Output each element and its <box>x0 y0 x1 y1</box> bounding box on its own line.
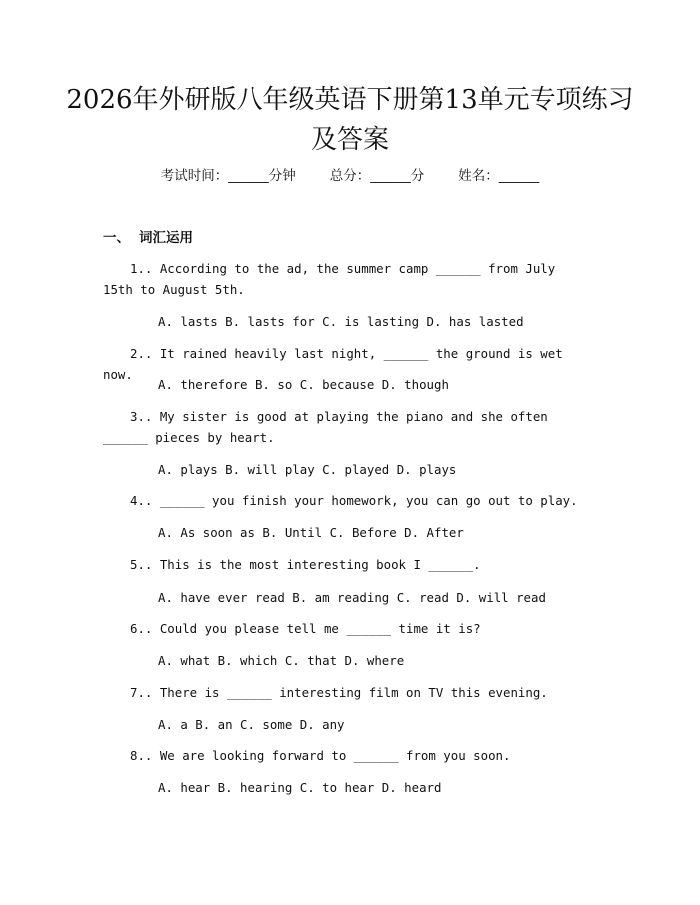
section-title: 词汇运用 <box>139 230 193 246</box>
question-stem-4: 4.. ______ you finish your homework, you can go out to play. <box>130 493 578 508</box>
question-stem-7: 7.. There is ______ interesting film on TV this evening. <box>130 685 548 700</box>
question-stem-5: 5.. This is the most interesting book I ______. <box>130 557 481 572</box>
question-stem-8: 8.. We are looking forward to ______ from you soon. <box>130 748 511 763</box>
total-score-label: 总分：______分 <box>329 168 425 184</box>
question-stem-2: 2.. It rained heavily last night, ______ the ground is wet now. <box>103 346 563 382</box>
question-options-4: A. As soon as B. Until C. Before D. After <box>158 525 464 540</box>
student-name-label: 姓名：______ <box>458 168 540 184</box>
question-options-3: A. plays B. will play C. played D. plays <box>158 462 457 477</box>
exam-info-line <box>0 166 700 186</box>
section-number: 一、 <box>103 230 130 246</box>
question-stem-6: 6.. Could you please tell me ______ time it is? <box>130 621 481 636</box>
document-title: 2026年外研版八年级英语下册第13单元专项练习及答案 <box>66 85 634 155</box>
question-stem-1: 1.. According to the ad, the summer camp ______ from July 15th to August 5th. <box>103 261 556 297</box>
question-options-7: A. a B. an C. some D. any <box>158 717 345 732</box>
question-options-8: A. hear B. hearing C. to hear D. heard <box>158 780 442 795</box>
question-options-6: A. what B. which C. that D. where <box>158 653 405 668</box>
exam-time-label: 考试时间：______分钟 <box>160 168 296 184</box>
question-options-2: A. therefore B. so C. because D. though <box>158 377 449 392</box>
question-options-1: A. lasts B. lasts for C. is lasting D. has lasted <box>158 314 524 329</box>
question-stem-3: 3.. My sister is good at playing the piano and she often ______ pieces by heart. <box>103 409 548 445</box>
question-options-5: A. have ever read B. am reading C. read D. will read <box>158 590 546 605</box>
section-heading <box>103 228 193 248</box>
